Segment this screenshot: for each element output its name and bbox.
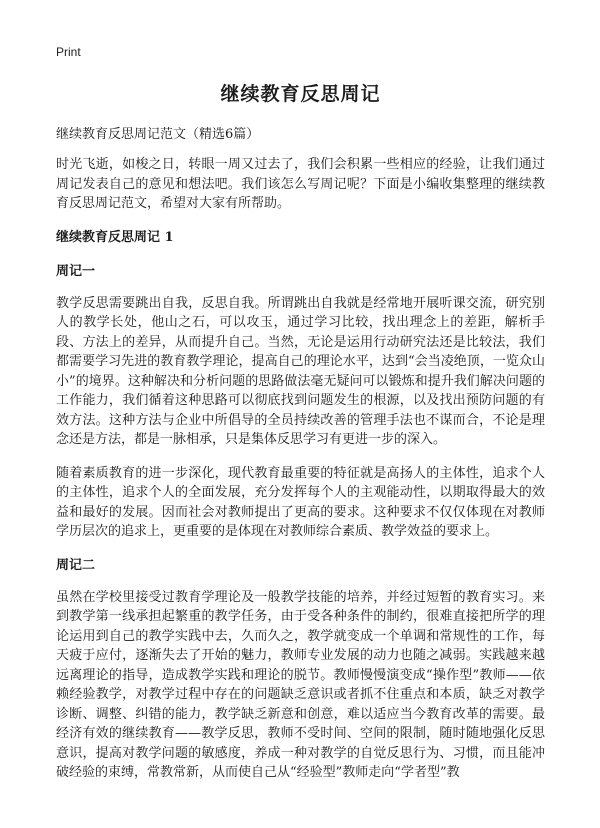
document-title: 继续教育反思周记: [220, 83, 381, 105]
intro-paragraph: 时光飞逝，如梭之日，转眼一周又过去了，我们会积累一些相应的经验，让我们通过周记发表自己的意见和想法吧。我们该怎么写周记呢？下面是小编收集整理的继续教育反思周记范文，希望对大家有所帮助。: [56, 157, 545, 211]
week1-heading: 周记一: [56, 263, 96, 279]
week1-paragraph-2: 随着素质教育的进一步深化，现代教育最重要的特征就是高扬人的主体性，追求个人的主体性，追求个人的全面发展，充分发挥每个人的主观能动性，以期取得最大的效益和最好的发展。因而社会对教师提出了更高的要求。这种要求不仅仅体现在对教师学历层次的追求上，更重要的是体现在对教师综合素质、教学效益的要求上。: [56, 465, 545, 539]
document-subtitle: 继续教育反思周记范文（精选6篇）: [56, 127, 260, 142]
print-label[interactable]: Print: [56, 45, 81, 59]
week2-heading: 周记二: [56, 557, 96, 573]
week2-paragraph-1: 虽然在学校里接受过教育学理论及一般教学技能的培养，并经过短暂的教育实习。来到教学第一线承担起繁重的教学任务，由于受各种条件的制约，很难直接把所学的理论运用到自己的教学实践中去，久而久之，教学就变成一个单调和常规性的工作，每天疲于应付，逐渐失去了开始的魅力，教师专业发展的动力也随之减弱。实践越来越远离理论的指导，造成教学实践和理论的脱节。教师慢慢演变成“操作型”教师——依赖经验教学，对教学过程中存在的问题缺乏意识或者抓不住重点和本质，缺乏对教学诊断、调整、纠错的能力，教学缺乏新意和创意，难以适应当今教育改革的需要。最经济有效的继续教育——教学反思，教师不受时间、空间的限制，随时随地强化反思意识，提高对教学问题的敏感度，养成一种对教学的自觉反思行为、习惯，而且能冲破经验的束缚，常教常新，从而使自己从“经验型”教师走向“学者型”教: [56, 589, 545, 780]
section-heading: 继续教育反思周记 1: [56, 229, 174, 245]
week1-paragraph-1: 教学反思需要跳出自我，反思自我。所谓跳出自我就是经常地开展听课交流，研究别人的教学长处，他山之石，可以攻玉，通过学习比较，找出理念上的差距，解析手段、方法上的差异，从而提升自己。当然，无论是运用行动研究法还是比较法，我们都需要学习先进的教育教学理论，提高自己的理论水平，达到“会当凌绝顶，一览众山小”的境界。这种解决和分析问题的思路做法毫无疑问可以锻炼和提升我们解决问题的工作能力，我们循着这种思路可以彻底找到问题发生的根源，以及找出预防问题的有效方法。这种方法与企业中所倡导的全员持续改善的管理手法也不谋而合，不论是理念还是方法，都是一脉相承，只是集体反思学习有更进一步的深入。: [56, 295, 545, 447]
